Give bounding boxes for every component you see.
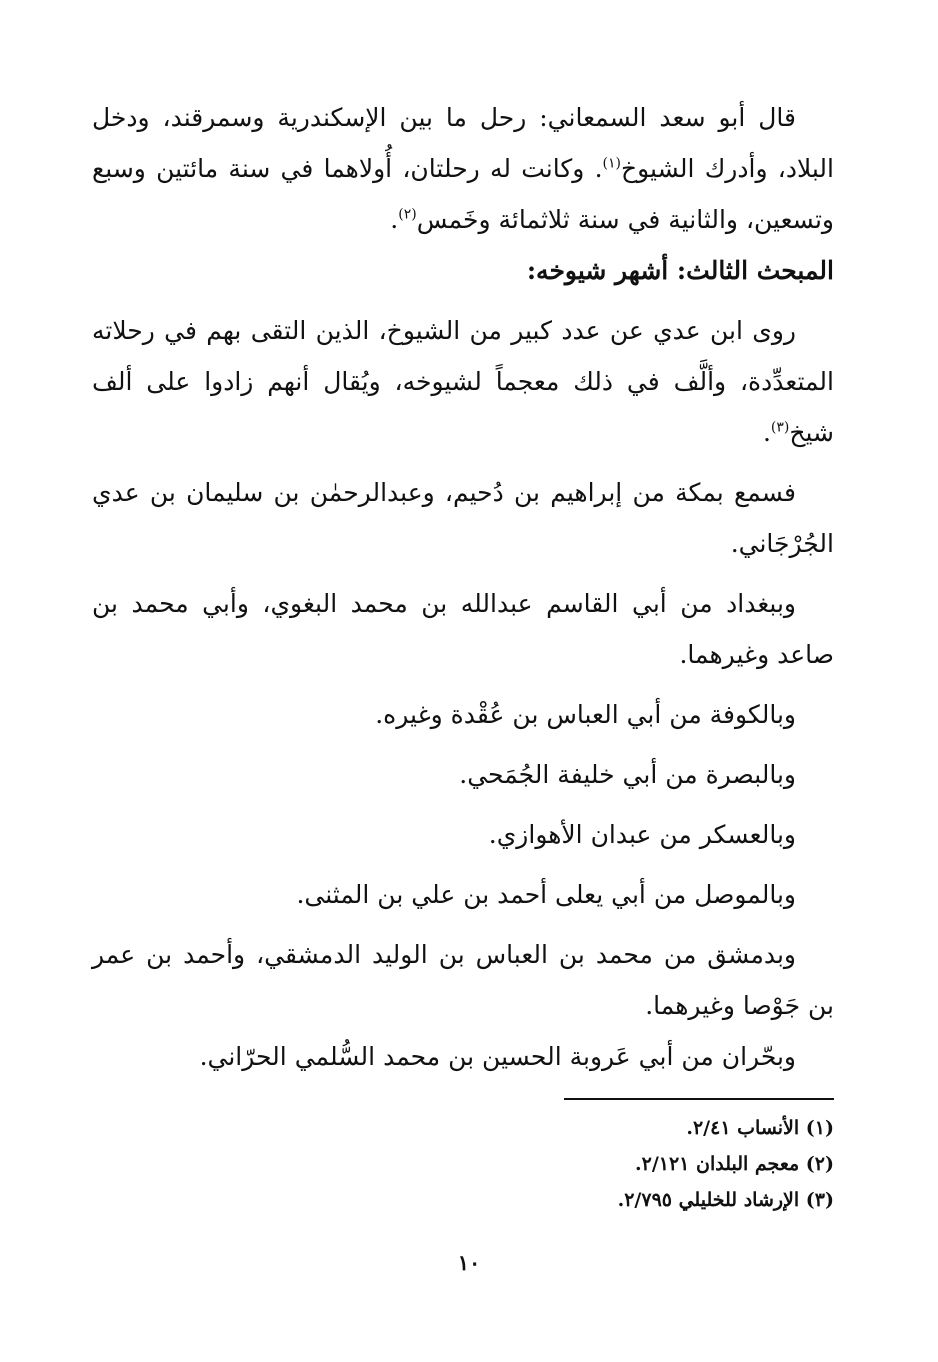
travels-text-part2: . وكانت له رحلتان، أُولاهما في سنة مائتين وسبع وتسعين، والثانية في سنة ثلاثمائة وخَمس (92, 154, 834, 234)
paragraph-baghdad: وببغداد من أبي القاسم عبدالله بن محمد البغوي، وأبي محمد بن صاعد وغيرهما. (92, 589, 834, 669)
section-heading: المبحث الثالث: أشهر شيوخه: (526, 256, 834, 285)
paragraph-makkah: فسمع بمكة من إبراهيم بن دُحيم، وعبدالرحمٰن بن سليمان بن عدي الجُرْجَاني. (92, 478, 834, 558)
footnote-divider-wrap (92, 1098, 834, 1100)
footnote-ref-2[interactable]: (٢) (398, 206, 417, 223)
teachers-intro-end: . (762, 418, 771, 447)
paragraph-mosul: وبالموصل من أبي يعلى أحمد بن علي بن المثنى. (296, 880, 796, 909)
footnote-3: (٣) الإرشاد للخليلي ٢/٧٩٥. (617, 1189, 834, 1211)
travels-text-part1: قال أبو سعد السمعاني: رحل ما بين الإسكندرية وسمرقند، ودخل البلاد، وأدرك الشيوخ (92, 103, 834, 183)
footnote-divider (564, 1098, 834, 1100)
footnote-ref-3[interactable]: (٣) (770, 419, 790, 436)
paragraph-askar: وبالعسكر من عبدان الأهوازي. (488, 820, 796, 849)
paragraph-harran: وبحّران من أبي عَروبة الحسين بن محمد السُّلمي الحرّاني. (199, 1042, 796, 1071)
paragraph-kufa: وبالكوفة من أبي العباس بن عُقْدة وغيره. (375, 700, 796, 729)
paragraph-damascus: وبدمشق من محمد بن العباس بن الوليد الدمشقي، وأحمد بن عمر بن جَوْصا وغيرهما. (92, 940, 834, 1020)
paragraph-basra: وبالبصرة من أبي خليفة الجُمَحي. (459, 760, 796, 789)
travels-text-end: . (390, 205, 399, 234)
paragraph-teachers-intro (92, 305, 834, 458)
footnote-1: (١) الأنساب ٢/٤١. (686, 1117, 834, 1139)
footnote-ref-1[interactable]: (١) (602, 155, 621, 172)
teachers-intro-text: روى ابن عدي عن عدد كبير من الشيوخ، الذين التقى بهم في رحلاته المتعدِّدة، وألَّف في ذلك معجماً لشيوخه، ويُقال أنهم زادوا على ألف شيخ (92, 316, 834, 447)
footnotes (92, 1110, 834, 1218)
page-number: ١٠ (457, 1250, 481, 1275)
paragraph-travels (92, 92, 834, 245)
footnote-2: (٢) معجم البلدان ٢/١٢١. (635, 1153, 834, 1175)
page-body (92, 92, 834, 1362)
